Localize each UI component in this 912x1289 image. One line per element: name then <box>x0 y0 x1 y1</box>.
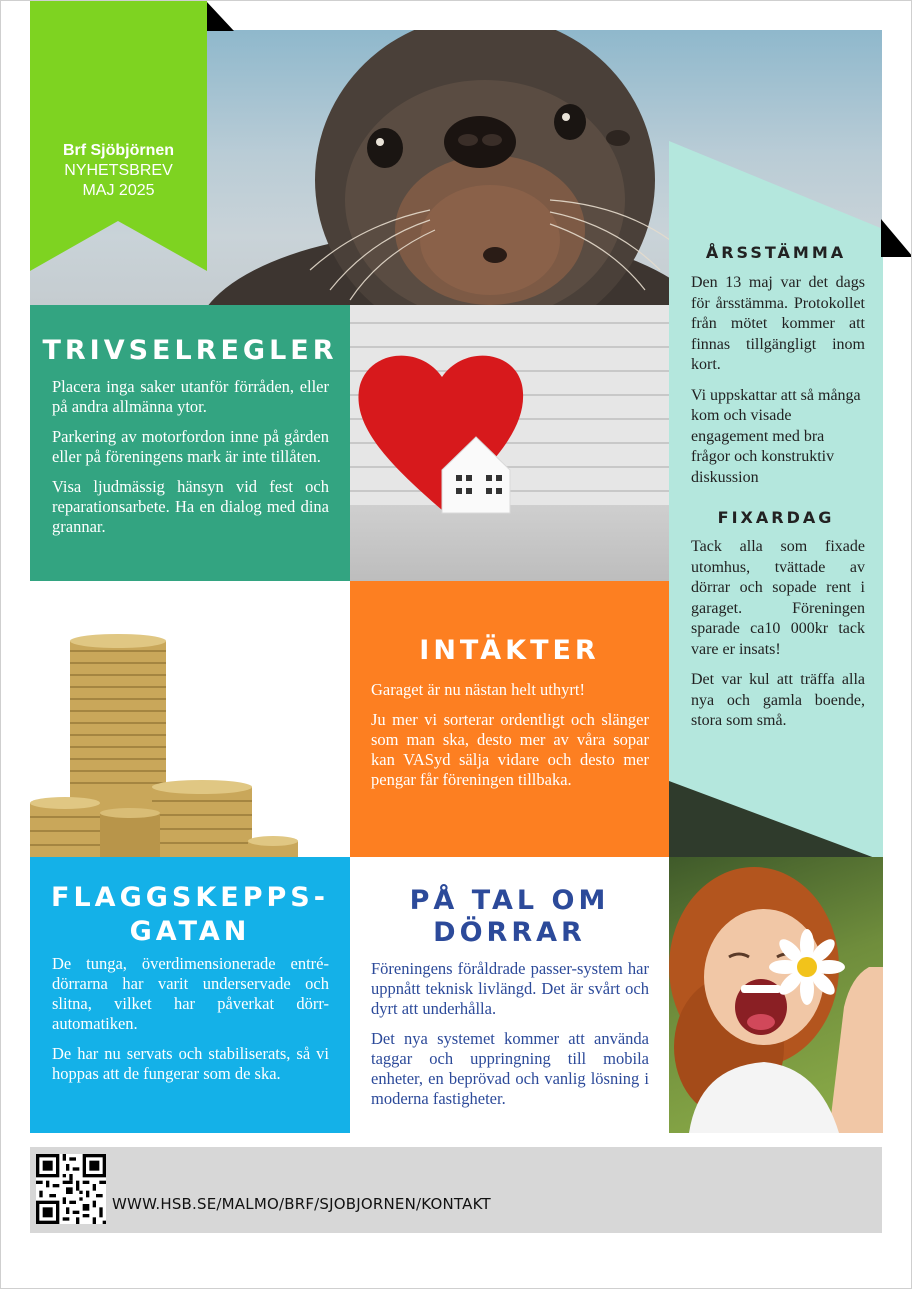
contact-url-link[interactable]: WWW.HSB.SE/MALMO/BRF/SJOBJORNEN/KONTAKT <box>112 1195 491 1213</box>
dorrar-heading-line1: PÅ TAL OM <box>409 885 610 916</box>
intakter-paragraph: Ju mer vi sorterar ordentligt och slänger som man ska, desto mer av våra sopar kan VASyd sälja vidare och desto mer pengar får föreningen tillbaka. <box>371 710 649 789</box>
flaggskeppsgatan-section <box>30 857 350 1133</box>
fixardag-paragraph: Tack alla som fixade utomhus, tvättade av dörrar och sopade rent i garaget. Föreningen sparade ca10 000kr tack vare er insats! <box>691 538 865 658</box>
trivselregler-section <box>30 305 350 581</box>
fixardag-heading: FIXARDAG <box>717 508 835 527</box>
arsstamma-paragraph: Den 13 maj var det dags för årsstämma. Protokollet från mötet kommer att finnas tillgängligt inom kort. <box>691 274 865 373</box>
title-banner <box>30 1 207 271</box>
flaggskeppsgatan-heading <box>30 881 350 949</box>
intakter-section <box>350 581 669 857</box>
footer-bar <box>30 1147 882 1233</box>
trivselregler-paragraph: Visa ljudmässig hänsyn vid fest och reparationsarbete. Ha en dialog med dina grannar. <box>52 477 329 536</box>
dorrar-paragraph: Föreningens föråldrade passer-system har uppnått teknisk livlängd. Det är svårt och dyrt att underhålla. <box>371 959 649 1018</box>
intakter-body <box>371 680 649 800</box>
arsstamma-heading: ÅRSSTÄMMA <box>705 243 847 262</box>
trivselregler-paragraph: Parkering av motorfordon inne på gården eller på föreningens mark är inte tillåten. <box>52 427 329 466</box>
dark-triangle-decoration <box>669 781 883 861</box>
dorrar-section <box>350 857 669 1133</box>
flaggskeppsgatan-heading-line1: FLAGGSKEPPS- <box>51 882 329 913</box>
flaggskeppsgatan-paragraph: De tunga, överdimensionerade entré-dörrarna har varit underservade och slitna, vilket har påverkat dörr-automatiken. <box>52 954 329 1033</box>
arsstamma-paragraph: Vi uppskattar att så många kom och visade engagement med bra frågor och konstruktiv diskussion <box>691 386 861 486</box>
trivselregler-body <box>52 377 329 547</box>
arsstamma-body <box>691 273 865 498</box>
flaggskeppsgatan-heading-line2: GATAN <box>129 916 251 947</box>
dorrar-heading-line2: DÖRRAR <box>433 917 586 948</box>
fixardag-paragraph: Det var kul att träffa alla nya och gamla boende, stora som små. <box>691 671 865 729</box>
trivselregler-paragraph: Placera inga saker utanför förråden, eller på andra allmänna ytor. <box>52 377 329 416</box>
qr-code-icon[interactable] <box>36 1154 106 1224</box>
right-edge-triangle <box>881 219 912 257</box>
issue-date: MAJ 2025 <box>82 182 155 199</box>
dorrar-heading <box>350 885 669 949</box>
flaggskeppsgatan-body <box>52 954 329 1094</box>
intakter-paragraph: Garaget är nu nästan helt uthyrt! <box>371 680 585 699</box>
corner-triangle-decoration <box>206 1 234 31</box>
dorrar-paragraph: Det nya systemet kommer att använda taggar och uppringning till mobila enheter, en beprövad och vanlig lösning i moderna fastigheter. <box>371 1029 649 1108</box>
fixardag-body <box>691 537 865 742</box>
flaggskeppsgatan-paragraph: De har nu servats och stabiliserats, så vi hoppas att de fungerar som de ska. <box>52 1044 329 1083</box>
heart-house-photo <box>350 305 669 581</box>
dorrar-body <box>371 959 649 1119</box>
child-photo <box>669 857 883 1133</box>
association-name: Brf Sjöbjörnen <box>62 142 175 159</box>
coins-photo <box>30 581 350 857</box>
trivselregler-heading: TRIVSELREGLER <box>42 335 338 366</box>
newsletter-label: NYHETSBREV <box>64 162 173 179</box>
intakter-heading: INTÄKTER <box>419 635 600 666</box>
